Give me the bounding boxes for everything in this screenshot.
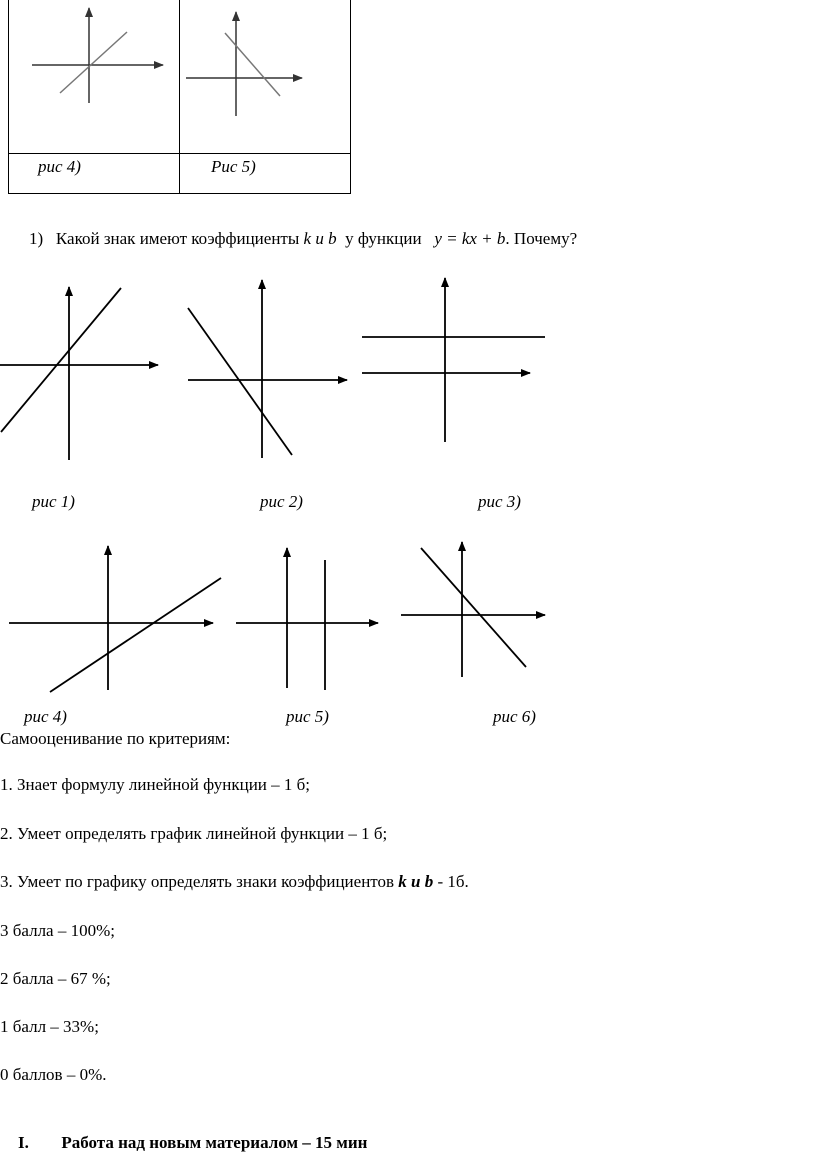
fig-label-2: рис 2) <box>260 492 303 511</box>
criteria-item-3 <box>0 872 469 892</box>
criteria-coef-k: k <box>398 872 407 891</box>
score-line-3: 3 балла – 100%; <box>0 921 115 940</box>
criteria-conj-and: и <box>411 872 421 891</box>
score-line-2: 2 балла – 67 %; <box>0 969 111 988</box>
graph-fig-6 <box>401 542 545 677</box>
fig-label-6: рис 6) <box>493 707 536 726</box>
question-text-middle: у функции <box>345 229 422 248</box>
conj-and: и <box>315 229 324 248</box>
coef-k: k <box>303 229 312 248</box>
section-number: I. <box>18 1133 29 1152</box>
graph-fig-3 <box>362 278 545 442</box>
table-label-4: рис 4) <box>38 157 81 176</box>
fig-label-5: рис 5) <box>286 707 329 726</box>
question-number: 1) <box>29 229 44 248</box>
criteria-item-2: 2. Умеет определять график линейной функции – 1 б; <box>0 824 388 843</box>
graph-fig-1 <box>0 287 158 460</box>
score-line-1: 1 балл – 33%; <box>0 1017 99 1036</box>
criteria-item-1: 1. Знает формулу линейной функции – 1 б; <box>0 775 311 794</box>
coef-b: b <box>328 229 337 248</box>
graph-fig-5 <box>236 548 378 690</box>
question-line <box>29 229 577 249</box>
table-label-5: Рис 5) <box>211 157 256 176</box>
table-graph-5 <box>186 12 302 116</box>
table-graph-4 <box>32 8 163 103</box>
graph-fig-2 <box>188 280 347 458</box>
fig-label-4: рис 4) <box>24 707 67 726</box>
criteria-coef-b: b <box>424 872 434 891</box>
section-title: Работа над новым материалом – 15 мин <box>61 1133 368 1152</box>
formula: y = kx + b <box>434 229 506 248</box>
section-heading <box>18 1133 367 1153</box>
fig-label-1: рис 1) <box>32 492 75 511</box>
question-text-after: . Почему? <box>505 229 578 248</box>
question-text: Какой знак имеют коэффициенты <box>55 229 300 248</box>
fig-label-3: рис 3) <box>478 492 521 511</box>
criteria-item-3-suffix: - 1б. <box>437 872 469 891</box>
score-line-0: 0 баллов – 0%. <box>0 1065 107 1084</box>
criteria-heading: Самооценивание по критериям: <box>0 729 231 748</box>
criteria-item-3-text: 3. Умеет по графику определять знаки коэффициентов <box>0 872 395 891</box>
graph-fig-4 <box>9 546 221 692</box>
